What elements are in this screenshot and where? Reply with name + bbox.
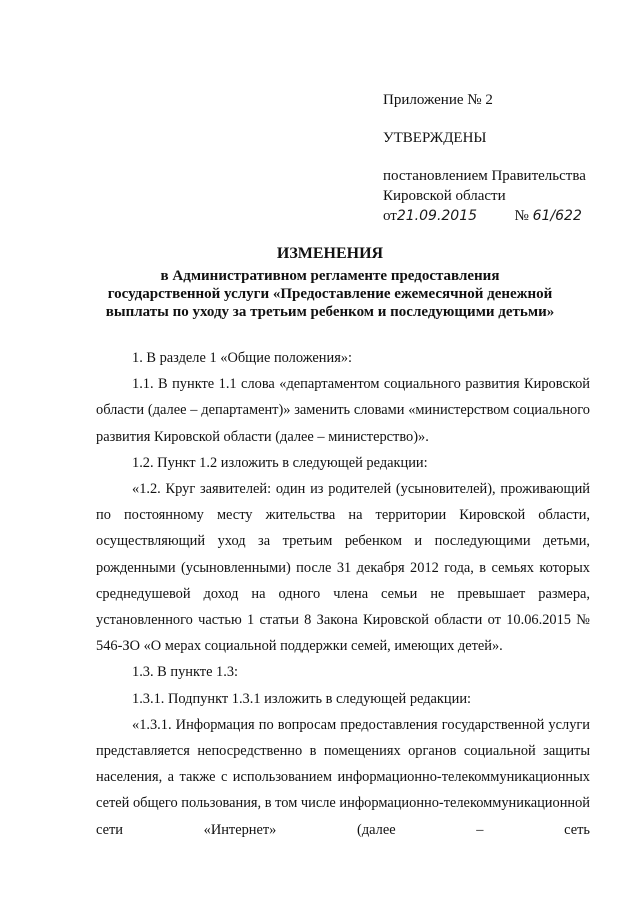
approved-by-line-2: Кировской области [383,188,506,204]
paragraph-1-3: 1.3. В пункте 1.3: [132,664,239,681]
paragraph-1-3-1: 1.3.1. Подпункт 1.3.1 изложить в следующей редакции: [132,690,472,707]
approval-block [383,90,623,226]
heading-line-4: выплаты по уходу за третьим ребенком и последующими детьми» [105,304,555,320]
heading-title: ИЗМЕНЕНИЯ [276,245,384,262]
number-value: 61/622 [532,208,582,224]
heading-line-3: государственной услуги «Предоставление ежемесячной денежной [107,286,553,302]
paragraph-1-2-text: «1.2. Круг заявителей: один из родителей (усыновителей), проживающий по постоянному месту жительства на территории Кировской области, осуществляющий уход за третьим ребенком и последующими детьми, рожденными (усыновленными) после 31 декабря 2012 года, в семьях которых среднедушевой доход на одного члена семьи не превышает размера, установленного частью 1 статьи 8 Закона Кировской области от 10.06.2015 № 546-ЗО «О мерах социальной поддержки семей, имеющих детей». [96,481,590,655]
date-prefix: от [383,208,397,224]
paragraph-1-1: 1.1. В пункте 1.1 слова «департаментом социального развития Кировской области (далее – департамент)» заменить словами «министерством социального развития Кировской области (далее – министерство)». [96,376,590,445]
approved-label: УТВЕРЖДЕНЫ [383,130,487,146]
paragraph-1-3-1-text: «1.3.1. Информация по вопросам предоставления государственной услуги представляется непосредственно в помещениях органов социальной защиты населения, а также с использованием информационно-телекоммуникационных сетей общего пользования, в том числе информационно-телекоммуникационной сети «Интернет» (далее – сеть [96,716,590,838]
document-heading [100,245,560,321]
approved-by-line-1: постановлением Правительства [383,168,586,184]
paragraph-1: 1. В разделе 1 «Общие положения»: [132,350,353,366]
number-prefix: № [514,208,529,224]
date-number-line [383,206,623,226]
heading-line-2: в Административном регламенте предоставления [160,268,500,284]
appendix-label: Приложение № 2 [383,92,493,108]
date-value: 21.09.2015 [396,208,478,224]
document-body [96,345,590,843]
paragraph-1-2: 1.2. Пункт 1.2 изложить в следующей редакции: [132,454,428,471]
